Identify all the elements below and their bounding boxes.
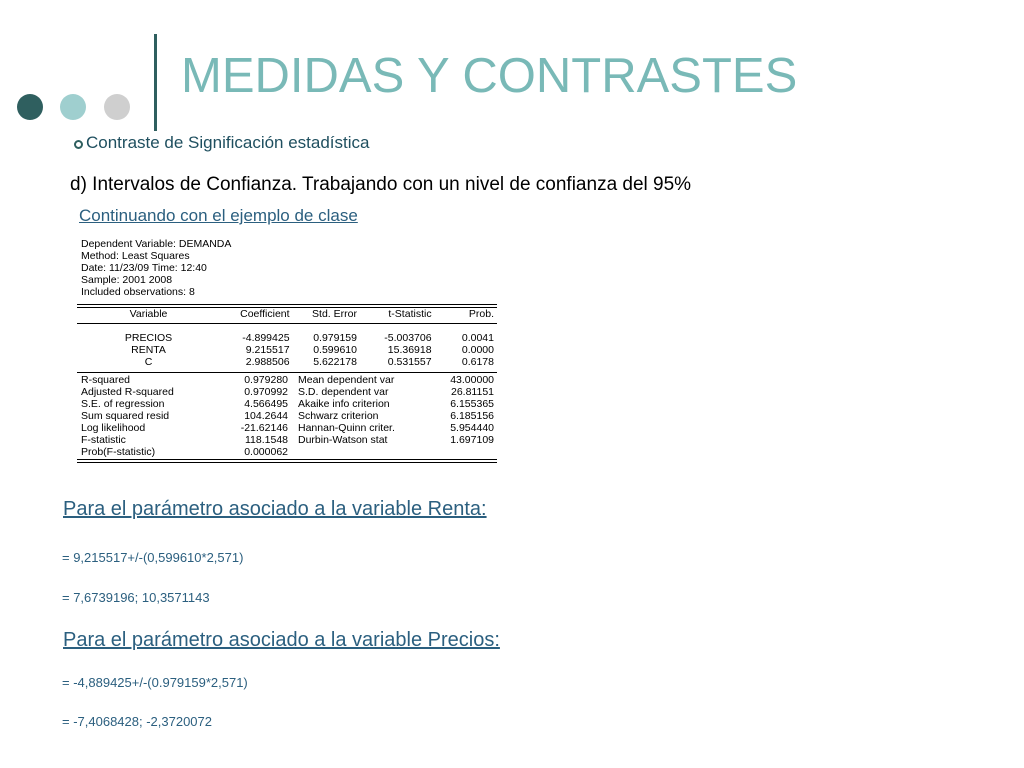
statistic-cell: 43.00000 [450,374,494,386]
regression-header-line: Sample: 2001 2008 [81,274,173,286]
coefficient-cell: 0.6178 [461,356,494,368]
coefficient-cell: 9.215517 [245,344,290,356]
coefficient-cell: 0.979159 [313,332,357,344]
statistic-row [77,434,497,446]
statistic-cell: Akaike info criterion [298,398,390,410]
coefficient-cell: PRECIOS [124,332,173,344]
coefficient-cell: 5.622178 [313,356,357,368]
precios-result: = -7,4068428; -2,3720072 [62,714,212,729]
statistic-cell: Durbin-Watson stat [298,434,388,446]
title-divider [154,34,157,131]
coefficient-cell: 2.988506 [245,356,290,368]
statistic-cell [298,446,438,458]
statistic-cell: 6.155365 [450,398,494,410]
statistic-cell: Log likelihood [81,422,146,434]
statistic-cell: 104.2644 [244,410,288,422]
statistic-cell: Hannan-Quinn criter. [298,422,395,434]
bullet-text: Contraste de Significación estadística [86,133,370,152]
regression-output [77,238,497,463]
statistic-row [77,398,497,410]
section-heading: d) Intervalos de Confianza. Trabajando con un nivel de confianza del 95% [70,174,692,195]
statistic-cell: 0.970992 [244,386,288,398]
statistic-row [77,410,497,422]
statistic-cell: Schwarz criterion [298,410,379,422]
coefficient-cell: 0.0000 [461,344,494,356]
column-header: t-Statistic [388,308,432,320]
double-rule [77,459,497,463]
bullet-ring-icon [74,140,83,149]
column-header: Prob. [468,308,494,320]
coefficient-row [77,356,497,368]
column-header: Std. Error [312,308,357,320]
subheading-link[interactable]: Continuando con el ejemplo de clase [79,206,358,225]
statistic-row [77,422,497,434]
statistic-cell: S.D. dependent var [298,386,389,398]
slide-title: MEDIDAS Y CONTRASTES [181,49,798,103]
rule [77,323,497,324]
decorative-dot-dark [17,94,43,120]
rule [77,372,497,373]
coefficient-cell: 0.599610 [313,344,357,356]
statistic-cell: Adjusted R-squared [81,386,174,398]
renta-result: = 7,6739196; 10,3571143 [62,590,210,605]
renta-heading[interactable]: Para el parámetro asociado a la variable Renta: [63,498,487,520]
regression-header-line: Date: 11/23/09 Time: 12:40 [81,262,207,274]
statistic-row [77,446,497,458]
precios-heading[interactable]: Para el parámetro asociado a la variable Precios: [63,629,500,651]
precios-formula: = -4,889425+/-(0.979159*2,571) [62,675,248,690]
statistic-cell: 0.979280 [244,374,288,386]
decorative-dot-grey [104,94,130,120]
statistic-cell: 0.000062 [244,446,288,458]
coefficient-cell: 15.36918 [387,344,432,356]
coefficient-rows [77,332,497,368]
statistics-rows [77,374,497,458]
coefficient-header-row [77,308,497,320]
statistic-row [77,386,497,398]
statistic-cell: 118.1548 [244,434,288,446]
statistic-cell: S.E. of regression [81,398,165,410]
statistic-cell: 1.697109 [450,434,494,446]
statistic-cell: F-statistic [81,434,126,446]
statistic-row [77,374,497,386]
statistic-cell: R-squared [81,374,131,386]
regression-header-line: Included observations: 8 [81,286,195,298]
column-header: Coefficient [240,308,290,320]
coefficient-row [77,332,497,344]
statistic-cell: Mean dependent var [298,374,395,386]
renta-formula: = 9,215517+/-(0,599610*2,571) [62,550,244,565]
decorative-dot-light-teal [60,94,86,120]
coefficient-cell: RENTA [131,344,166,356]
statistic-cell [438,446,497,458]
statistic-cell: 5.954440 [450,422,494,434]
bullet-item [74,133,370,153]
coefficient-cell: -5.003706 [384,332,432,344]
coefficient-cell: C [144,356,153,368]
regression-header-line: Dependent Variable: DEMANDA [81,238,232,250]
coefficient-cell: 0.531557 [387,356,432,368]
statistic-cell: 4.566495 [244,398,288,410]
coefficient-table [77,308,497,320]
coefficient-cell: 0.0041 [461,332,494,344]
regression-header [77,238,497,298]
statistic-cell: 26.81151 [450,386,494,398]
coefficient-cell: -4.899425 [242,332,290,344]
statistic-cell: Sum squared resid [81,410,170,422]
coefficient-row [77,344,497,356]
column-header: Variable [129,308,168,320]
regression-header-line: Method: Least Squares [81,250,190,262]
statistic-cell: -21.62146 [240,422,288,434]
statistic-cell: 6.185156 [450,410,494,422]
statistic-cell: Prob(F-statistic) [81,446,156,458]
